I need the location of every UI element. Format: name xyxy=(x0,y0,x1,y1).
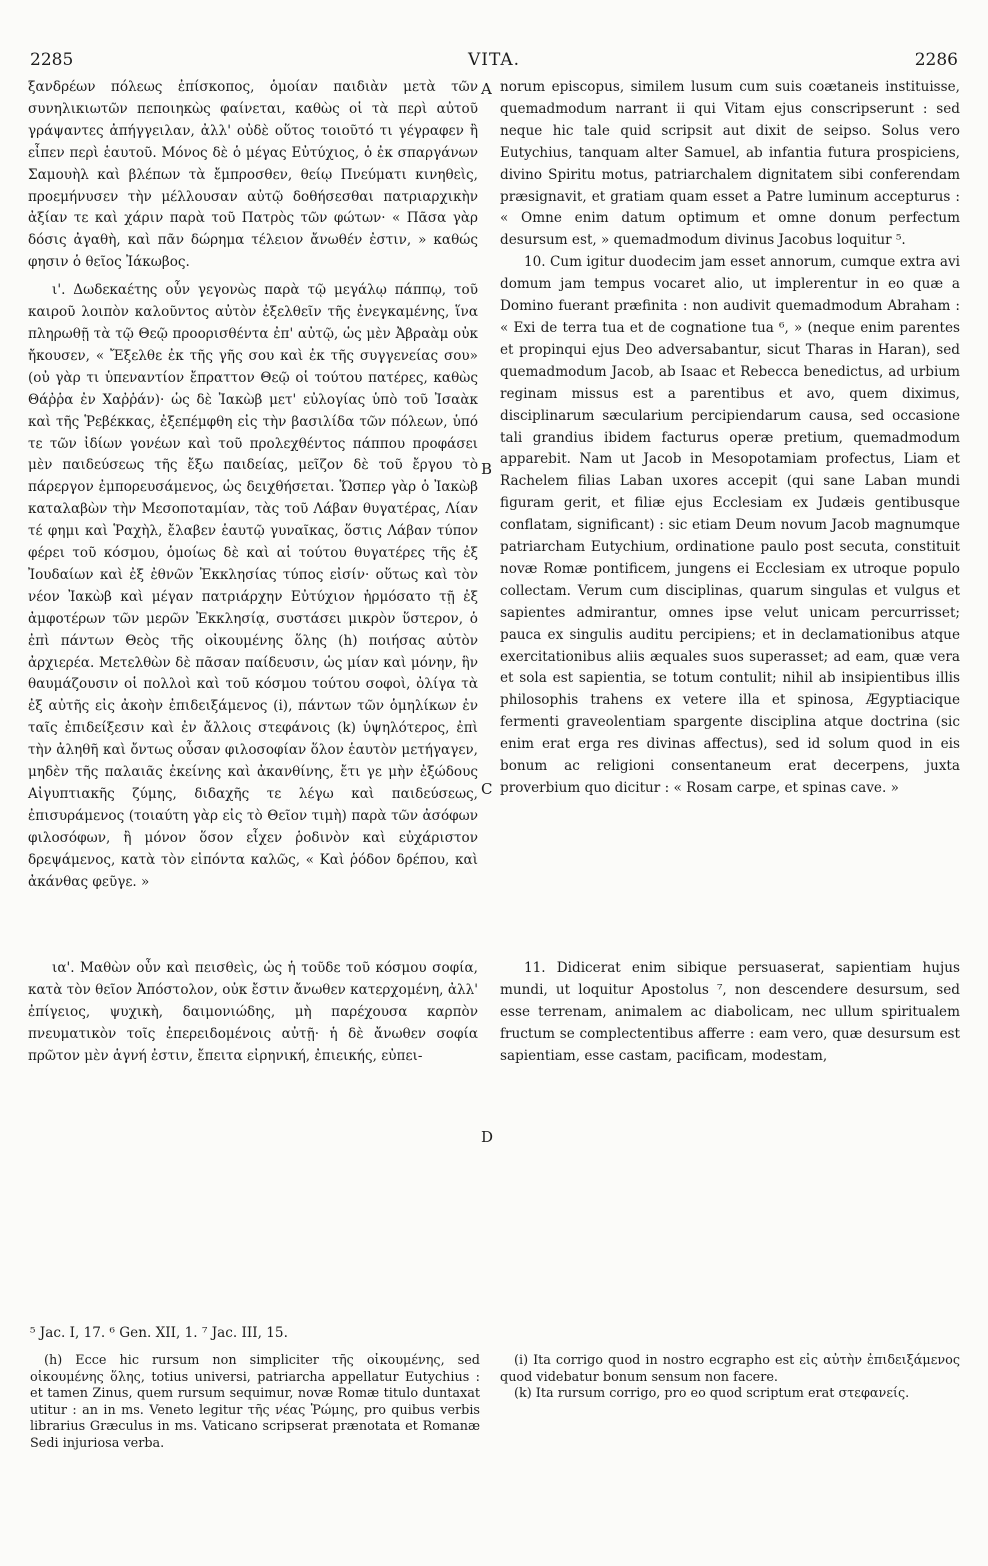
footnotes-left xyxy=(30,1353,480,1453)
margin-marker-b: B xyxy=(481,460,493,478)
greek-paragraph-3: ια'. Μαθὼν οὖν καὶ πεισθεὶς, ὡς ἡ τοῦδε τοῦ κόσμου σοφία, κατὰ τὸν θεῖον Ἀπόστολον, οὐκ ἔστιν ἄνωθεν κατερχομένη, ἀλλ' ἐπίγειος, ψυχικὴ, δαιμονιώδης, μὴ παρέχουσα καρπὸν πνευματικὸν τοῖς ἐπερειδομένοις αὐτῇ· ἡ δὲ ἄνωθεν σοφία πρῶτον μὲν ἁγνή ἐστιν, ἔπειτα εἰρηνική, ἐπιεικής, εὐπει- xyxy=(28,960,478,1064)
greek-column-lower xyxy=(28,958,478,1068)
latin-paragraph-1: norum episcopus, similem lusum cum suis coætaneis instituisse, quemadmodum narrant ii qui Vitam ejus conscripserunt : sed neque hic tale quid scripsit aut dixit de seipso. Solus vero Eutychius, tanquam alter Samuel, ab infantia futura prospiciens, divino Spiritu motus, patriarchalem dignitatem sibi conferendam præsignavit, et gratiam quam esset a Patre luminum accepturus : « Omne enim datum optimum et omne donum perfectum desursum est, » quemadmodum divinus Jacobus loquitur ⁵. xyxy=(500,79,960,249)
scripture-references: ⁵ Jac. I, 17. ⁶ Gen. XII, 1. ⁷ Jac. III, 15. xyxy=(30,1325,288,1341)
margin-marker-c: C xyxy=(481,780,493,798)
margin-marker-d: D xyxy=(481,1128,494,1146)
latin-paragraph-2: 10. Cum igitur duodecim jam esset annorum, cumque extra avi domum jam tempus vocaret alio, ut implerentur in eo quæ a Domino fuerant præfinita : non audivit quemadmodum Abraham : « Exi de terra tua et de cognatione tua ⁶, » (neque enim parentes et propinqui ejus Deo adversabantur, sicut Tharas in Haran), sed quemadmodum Jacob, ab Isaac et Rebecca benedictus, ad urbium reginam missus est a parentibus et avo, quem diximus, disciplinarum sæcularium percipiendarum causa, sed occasione tali grandius ibidem facturus operæ pretium, quemadmodum apparebit. Nam ut Jacob in Mesopotamiam profectus, Liam et Rachelem filias Laban uxores accepit (qui sane Laban mundi figuram gerit, et filiæ ejus Ecclesiam ex Judæis gentibusque conflatam, significant) : sic etiam Deum novum Jacob magnumque patriarcham Eutychium, ordinatione paulo post secuta, constituit novæ Romæ pontificem, jungens ei Ecclesiam ex utroque populo collectam. Verum cum disciplinas, quarum singulas et vulgus et sapientes admirantur, omnes ipse velut unicam percurrisset; pauca ex singulis auditu percipiens; et in declamationibus atque exercitationibus aliis æquales suos superasset; ad eam, quæ vera et sola est sapientia, se totum contulit; nihil ab insipientibus illis philosophis trahens ex vetere illa et spinosa, Ægyptiacique fermenti graveolentiam spargente disciplina atque doctrina (sic enim erat erga res divinas affectus), sed id solum quod in eis bonum ac religioni consentaneum erat decerpens, juxta proverbium quo dicitur : « Rosam carpe, et spinas cave. » xyxy=(500,254,960,796)
latin-column-lower xyxy=(500,958,960,1068)
footnotes-right xyxy=(500,1353,960,1403)
footnote-k: (k) Ita rursum corrigo, pro eo quod scriptum erat στεφανείς. xyxy=(514,1386,910,1402)
footnote-i: (i) Ita corrigo quod in nostro ecgrapho est εἰς αὐτὴν ἐπιδειξάμενος quod videbatur bonum sensum non facere. xyxy=(500,1353,960,1385)
running-title: VITA. xyxy=(467,50,521,70)
page-number-left: 2285 xyxy=(30,50,74,70)
latin-paragraph-3: 11. Didicerat enim sibique persuaserat, sapientiam hujus mundi, ut loquitur Apostolus ⁷, non descendere desursum, sed esse terrenam, animalem ac diabolicam, nec ullum spiritualem fructum se complectentibus afferre : eam vero, quæ desursum est sapientiam, esse castam, pacificam, modestam, xyxy=(500,960,960,1064)
margin-marker-a: A xyxy=(481,80,492,98)
footnote-h: (h) Ecce hic rursum non simpliciter τῆς οἰκουμένης, sed οἰκουμένης ὅλης, totius universi, patriarcha appellatur Eutychius : et tamen Zinus, quem rursum sequimur, novæ Romæ titulo duntaxat utitur : an in ms. Veneto legitur τῆς νέας Ῥώμης, pro quibus verbis librarius Græculus in ms. Vaticano scripserat prænotata et Romanæ Sedi injuriosa verba. xyxy=(30,1353,480,1451)
page-number-right: 2286 xyxy=(914,50,958,70)
greek-paragraph-2: ι'. Δωδεκαέτης οὖν γεγονὼς παρὰ τῷ μεγάλῳ πάππῳ, τοῦ καιροῦ λοιπὸν καλοῦντος αὐτὸν ἐξελθεῖν τῆς ἐνεγκαμένης, ἵνα πληρωθῇ τὰ τῷ Θεῷ προορισθέντα ἐπ' αὐτῷ, ὡς μὲν Ἀβραὰμ οὐκ ἤκουσεν, « Ἔξελθε ἐκ τῆς γῆς σου καὶ ἐκ τῆς συγγενείας σου» (οὐ γὰρ τι ὑπεναντίον ἔπραττον Θεῷ οἱ τούτου πατέρες, καθὼς Θάῤῥα ἐν Χαῤῥάν)· ὡς δὲ Ἰακὼβ μετ' εὐλογίας ὑπὸ τοῦ Ἰσαὰκ καὶ τῆς Ῥεβέκκας, ἐξεπέμφθη εἰς τὴν βασιλίδα τῶν πόλεων, ὑπό τε τῶν ἰδίων γονέων καὶ τοῦ προλεχθέντος πάππου προφάσει μὲν παιδεύσεως τῆς ἔξω παιδείας, μεῖζον δὲ τοῦ ἔργου τὸ πάρεργον ἐμπορευσάμενος, ὡς δειχθήσεται. Ὥσπερ γὰρ ὁ Ἰακὼβ καταλαβὼν τὴν Μεσοποταμίαν, τὰς τοῦ Λάβαν θυγατέρας, Λίαν τέ φημι καὶ Ῥαχὴλ, ἔλαβεν ἑαυτῷ γυναῖκας, ὅστις Λάβαν τύπον φέρει τοῦ κόσμου, ὁμοίως δὲ καὶ αἱ τούτου θυγατέρες τῆς ἐξ Ἰουδαίων καὶ ἐξ ἐθνῶν Ἐκκλησίας τύπος εἰσίν· οὕτως καὶ τὸν νέον Ἰακὼβ καὶ μέγαν πατριάρχην Εὐτύχιον ἡρμόσατο τῇ ἐξ ἀμφοτέρων τῶν μερῶν Ἐκκλησίᾳ, συστάσει μικρὸν ὕστερον, ὁ ἐπὶ πάντων Θεὸς τῆς οἰκουμένης ὅλης (h) ποιήσας αὐτὸν ἀρχιερέα. Μετελθὼν δὲ πᾶσαν παίδευσιν, ὡς μίαν καὶ μόνην, ἣν θαυμάζουσιν οἱ πολλοὶ καὶ τοῦ κόσμου τούτου σοφοὶ, ὀλίγα τὰ ἐξ αὐτῆς εἰς ἀκοὴν ἐπιδειξάμενος (i), πάντων τῶν ὁμηλίκων ἐν ταῖς ἐπιδείξεσιν καὶ ἐν ἄλλοις στεφάνοις (k) ὑψηλότερος, ἐπὶ τὴν ἀληθῆ καὶ ὄντως οὖσαν φιλοσοφίαν ὅλον ἑαυτὸν μετήγαγεν, μηδὲν τῆς παλαιᾶς ἐκείνης καὶ ἀκανθίνης, ἔτι γε μὴν ἐξώδους Αἰγυπτιακῆς ζύμης, διδαχῆς τε λέγω καὶ παιδεύσεως, ἐπισυράμενος (τοιαύτη γὰρ εἰς τὸ Θεῖον τιμὴ) παρὰ τῶν ἀσόφων φιλοσόφων, ἢ μόνον ὅσον εἶχεν ῥοδινὸν καὶ εὐχάριστον δρεψάμενος, κατὰ τὸν εἰπόντα καλῶς, « Καὶ ῥόδον δρέπου, καὶ ἀκάνθας φεῦγε. » xyxy=(28,282,478,890)
greek-column xyxy=(28,77,478,894)
greek-paragraph-1: ξανδρέων πόλεως ἐπίσκοπος, ὁμοίαν παιδιὰν μετὰ τῶν συνηλικιωτῶν πεποιηκὼς φαίνεται, καθὼς οἱ τὰ περὶ αὐτοῦ γράψαντες ἀπήγγειλαν, ἀλλ' οὐδὲ οὕτος τοιοῦτό τι γέγραφεν ἢ εἶπεν περὶ ἑαυτοῦ. Μόνος δὲ ὁ μέγας Εὐτύχιος, ὁ ἐκ σπαργάνων Σαμουὴλ καὶ βλέπων τὰ ἔμπροσθεν, θείῳ Πνεύματι κινηθεὶς, προεμήνυσεν τὴν μέλλουσαν αὐτῷ δοθήσεσθαι πατριαρχικὴν ἀξίαν τε καὶ χάριν παρὰ τοῦ Πατρὸς τῶν φώτων· « Πᾶσα γὰρ δόσις ἀγαθὴ, καὶ πᾶν δώρημα τέλειον ἄνωθέν ἐστιν, » καθώς φησιν ὁ θεῖος Ἰάκωβος. xyxy=(28,79,478,271)
latin-column xyxy=(500,77,960,800)
page-header xyxy=(0,50,988,72)
